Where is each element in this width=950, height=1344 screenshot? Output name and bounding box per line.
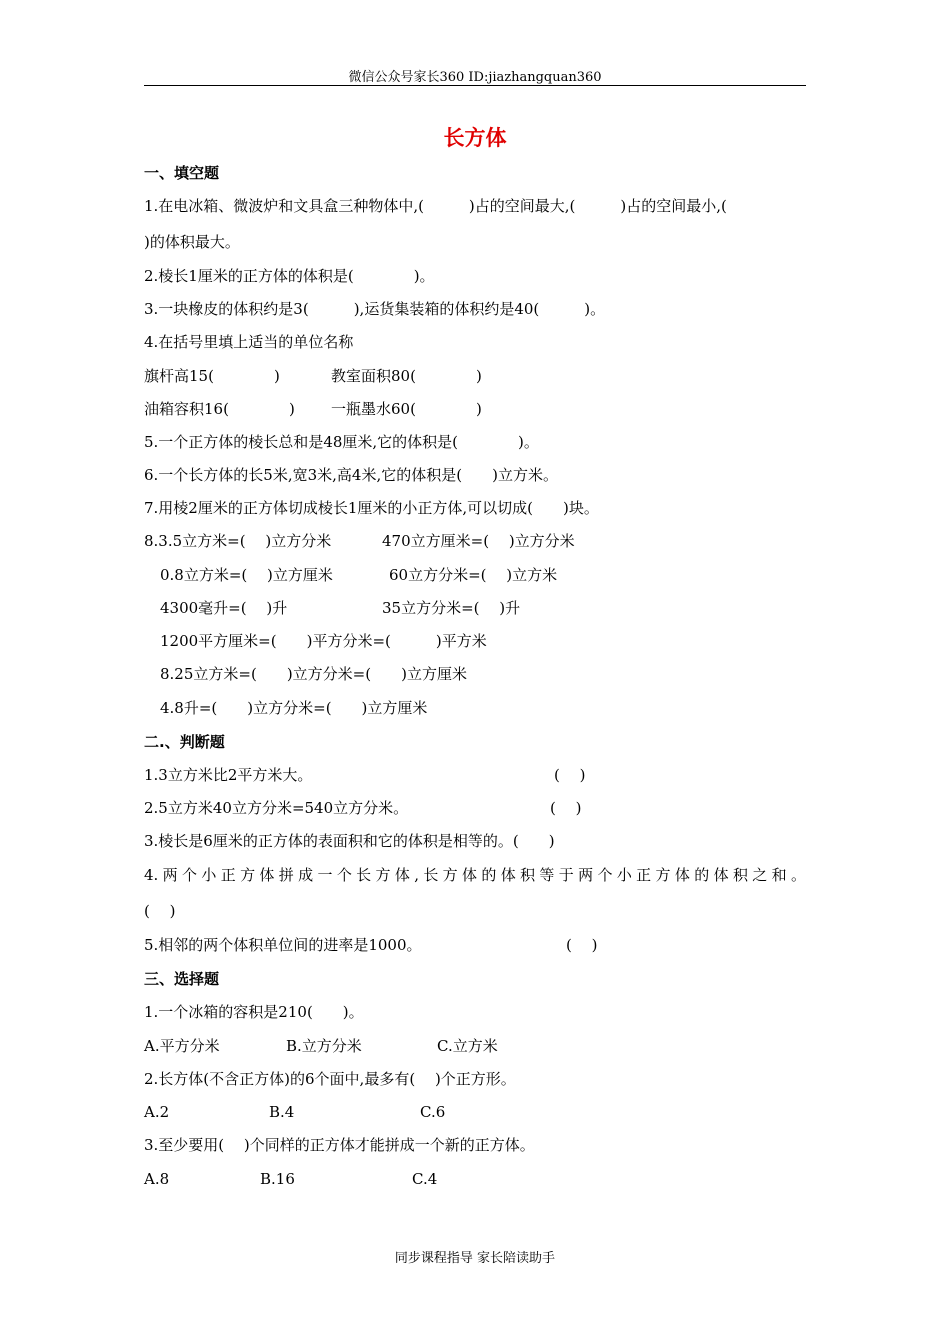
- choice-q2: 2.长方体(不含正方体)的6个面中,最多有( )个正方形。: [144, 1070, 516, 1088]
- fill-q8-item: 470立方厘米=( )立方分米: [382, 532, 575, 550]
- fill-q2: 2.棱长1厘米的正方体的体积是( )。: [144, 267, 435, 285]
- choice-option: B.4: [269, 1103, 295, 1121]
- header-rule: [144, 85, 806, 86]
- choice-q3: 3.至少要用( )个同样的正方体才能拼成一个新的正方体。: [144, 1136, 535, 1154]
- fill-q8-item: 35立方分米=( )升: [382, 599, 521, 617]
- fill-q6: 6.一个长方体的长5米,宽3米,高4米,它的体积是( )立方米。: [144, 466, 558, 484]
- choice-option: C.4: [412, 1170, 438, 1188]
- choice-option: B.16: [260, 1170, 295, 1188]
- judge-q2-blank: ( ): [550, 799, 582, 817]
- fill-q4-item: 一瓶墨水60( ): [331, 400, 482, 418]
- fill-q4-item: 旗杆高15( ): [144, 367, 280, 385]
- judge-q3: 3.棱长是6厘米的正方体的表面积和它的体积是相等的。( ): [144, 832, 555, 850]
- judge-q1-blank: ( ): [554, 766, 586, 784]
- choice-option: A.平方分米: [144, 1037, 220, 1055]
- judge-q2: 2.5立方米40立方分米=540立方分米。: [144, 799, 409, 817]
- section-fill-heading: 一、填空题: [144, 164, 220, 182]
- choice-q1: 1.一个冰箱的容积是210( )。: [144, 1003, 364, 1021]
- section-choice-heading: 三、选择题: [144, 970, 220, 988]
- fill-q8-item: 8.3.5立方米=( )立方分米: [144, 532, 332, 550]
- fill-q4-item: 油箱容积16( ): [144, 400, 295, 418]
- fill-q8-item: 4.8升=( )立方分米=( )立方厘米: [160, 699, 428, 717]
- choice-option: A.8: [144, 1170, 170, 1188]
- choice-option: C.立方米: [437, 1037, 498, 1055]
- judge-q1: 1.3立方米比2平方米大。: [144, 766, 313, 784]
- judge-q4: 4.两个小正方体拼成一个长方体,长方体的体积等于两个小正方体的体积之和。: [144, 866, 806, 884]
- fill-q8-item: 0.8立方米=( )立方厘米: [160, 566, 333, 584]
- fill-q8-item: 60立方分米=( )立方米: [389, 566, 558, 584]
- judge-q5: 5.相邻的两个体积单位间的进率是1000。: [144, 936, 422, 954]
- choice-option: B.立方分米: [286, 1037, 362, 1055]
- fill-q7: 7.用棱2厘米的正方体切成棱长1厘米的小正方体,可以切成( )块。: [144, 499, 599, 517]
- judge-q5-blank: ( ): [566, 936, 598, 954]
- fill-q3: 3.一块橡皮的体积约是3( ),运货集装箱的体积约是40( )。: [144, 300, 606, 318]
- fill-q1-line2: )的体积最大。: [144, 233, 240, 251]
- judge-q4-blank: ( ): [144, 902, 176, 920]
- fill-q8-item: 1200平方厘米=( )平方分米=( )平方米: [160, 632, 487, 650]
- fill-q4: 4.在括号里填上适当的单位名称: [144, 333, 354, 351]
- fill-q5: 5.一个正方体的棱长总和是48厘米,它的体积是( )。: [144, 433, 539, 451]
- page-title: 长方体: [443, 125, 507, 150]
- page-footer: 同步课程指导 家长陪读助手: [394, 1251, 556, 1266]
- section-judge-heading: 二.、判断题: [144, 733, 225, 751]
- fill-q1-line1: 1.在电冰箱、微波炉和文具盒三种物体中,( )占的空间最大,( )占的空间最小,(: [144, 197, 727, 215]
- fill-q8-item: 8.25立方米=( )立方分米=( )立方厘米: [160, 665, 467, 683]
- fill-q8-item: 4300毫升=( )升: [160, 599, 288, 617]
- choice-option: A.2: [144, 1103, 170, 1121]
- choice-option: C.6: [420, 1103, 446, 1121]
- fill-q4-item: 教室面积80( ): [331, 367, 482, 385]
- page-header: 微信公众号家长360 ID:jiazhangquan360: [348, 70, 602, 85]
